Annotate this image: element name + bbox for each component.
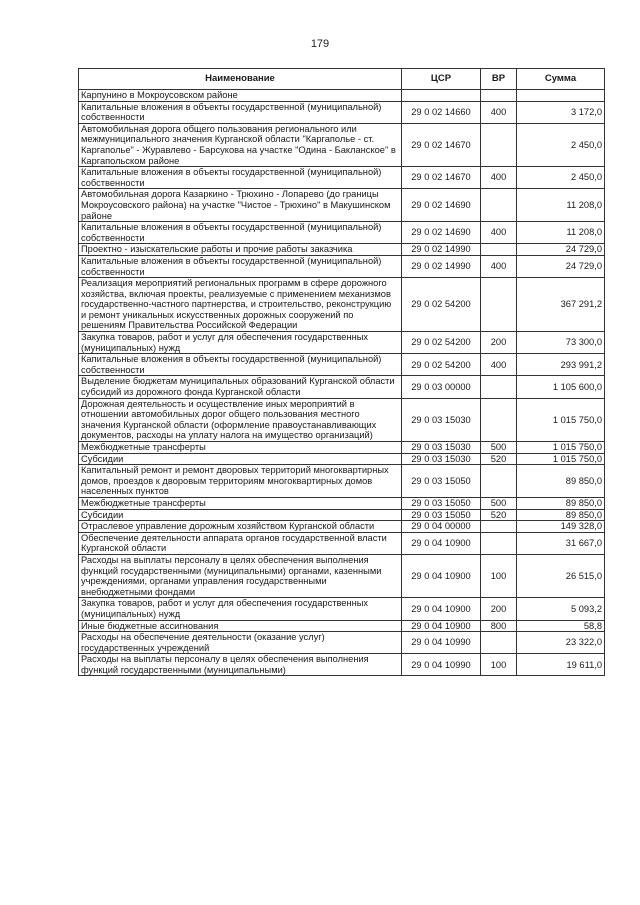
table-row	[79, 632, 605, 654]
cell-csr: 29 0 02 14660	[402, 101, 481, 123]
table-header-row	[79, 69, 605, 90]
cell-vr	[481, 278, 517, 332]
cell-name: Расходы на выплаты персоналу в целях обеспечения выполнения функций государственными (муниципальными)	[79, 654, 402, 676]
cell-vr: 400	[481, 101, 517, 123]
cell-sum: 19 611,0	[517, 654, 605, 676]
cell-name: Автомобильная дорога Казаркино - Трюхино - Лопарево (до границы Мокроусовского района) на участке "Чистое - Трюхино" в Макушинском районе	[79, 189, 402, 222]
table-row	[79, 90, 605, 102]
cell-csr: 29 0 04 10990	[402, 654, 481, 676]
cell-vr	[481, 244, 517, 256]
table-row	[79, 497, 605, 509]
table-row	[79, 332, 605, 354]
cell-sum	[517, 90, 605, 102]
cell-csr: 29 0 03 15030	[402, 453, 481, 465]
cell-name: Проектно - изыскательские работы и прочие работы заказчика	[79, 244, 402, 256]
cell-sum: 23 322,0	[517, 632, 605, 654]
cell-vr: 500	[481, 497, 517, 509]
cell-sum: 89 850,0	[517, 497, 605, 509]
cell-sum: 89 850,0	[517, 509, 605, 521]
cell-name: Реализация мероприятий региональных программ в сфере дорожного хозяйства, включая проекты, реализуемые с применением механизмов государственно-частного партнерства, и строительство, реконструкцию и ремонт уникальных искусственных дорожных сооружений по решениям Правительства Российской Федерации	[79, 278, 402, 332]
cell-name: Закупка товаров, работ и услуг для обеспечения государственных (муниципальных) нужд	[79, 332, 402, 354]
cell-csr: 29 0 02 14690	[402, 189, 481, 222]
cell-vr	[481, 123, 517, 166]
cell-vr: 520	[481, 509, 517, 521]
cell-csr: 29 0 04 10900	[402, 554, 481, 597]
cell-name: Капитальные вложения в объекты государственной (муниципальной) собственности	[79, 167, 402, 189]
cell-name: Капитальный ремонт и ремонт дворовых территорий многоквартирных домов, проездов к дворовым территориям многоквартирных домов населенных пунктов	[79, 465, 402, 498]
cell-vr	[481, 465, 517, 498]
cell-vr: 200	[481, 332, 517, 354]
cell-csr: 29 0 02 14670	[402, 167, 481, 189]
budget-table	[78, 68, 605, 676]
cell-csr: 29 0 04 10900	[402, 620, 481, 632]
cell-name: Капитальные вложения в объекты государственной (муниципальной) собственности	[79, 255, 402, 277]
table-row	[79, 278, 605, 332]
cell-vr	[481, 376, 517, 398]
cell-sum: 26 515,0	[517, 554, 605, 597]
cell-name: Расходы на обеспечение деятельности (оказание услуг) государственных учреждений	[79, 632, 402, 654]
cell-sum: 1 105 600,0	[517, 376, 605, 398]
cell-csr: 29 0 02 14670	[402, 123, 481, 166]
table-row	[79, 123, 605, 166]
cell-csr: 29 0 03 15030	[402, 442, 481, 454]
cell-csr: 29 0 02 14690	[402, 222, 481, 244]
cell-name: Капитальные вложения в объекты государственной (муниципальной) собственности	[79, 222, 402, 244]
table-row	[79, 598, 605, 620]
cell-name: Капитальные вложения в объекты государственной (муниципальной) собственности	[79, 354, 402, 376]
column-header-sum: Сумма	[517, 69, 605, 90]
cell-csr: 29 0 02 54200	[402, 354, 481, 376]
cell-name: Дорожная деятельность и осуществление иных мероприятий в отношении автомобильных дорог общего пользования местного значения Курганской области (оформление правоустанавливающих документов, расходы на уплату налога на имущество организаций)	[79, 398, 402, 441]
cell-sum: 149 328,0	[517, 521, 605, 533]
cell-name: Карпунино в Мокроусовском районе	[79, 90, 402, 102]
cell-name: Субсидии	[79, 509, 402, 521]
cell-vr: 520	[481, 453, 517, 465]
cell-vr	[481, 90, 517, 102]
table-row	[79, 620, 605, 632]
table-row	[79, 101, 605, 123]
cell-vr: 100	[481, 554, 517, 597]
cell-sum: 11 208,0	[517, 189, 605, 222]
table-row	[79, 222, 605, 244]
column-header-csr: ЦСР	[402, 69, 481, 90]
table-row	[79, 453, 605, 465]
cell-sum: 11 208,0	[517, 222, 605, 244]
table-row	[79, 465, 605, 498]
cell-sum: 1 015 750,0	[517, 453, 605, 465]
cell-vr: 400	[481, 222, 517, 244]
cell-name: Закупка товаров, работ и услуг для обеспечения государственных (муниципальных) нужд	[79, 598, 402, 620]
table-row	[79, 532, 605, 554]
cell-sum: 24 729,0	[517, 244, 605, 256]
cell-sum: 24 729,0	[517, 255, 605, 277]
cell-csr: 29 0 02 54200	[402, 332, 481, 354]
cell-name: Межбюджетные трансферты	[79, 442, 402, 454]
cell-name: Автомобильная дорога общего пользования регионального или межмуниципального значения Курганской области "Каргаполье - ст. Каргаполье" - Журавлево - Барсукова на участке "Одина - Бакланское" в Каргапольском районе	[79, 123, 402, 166]
cell-vr: 500	[481, 442, 517, 454]
cell-vr: 800	[481, 620, 517, 632]
table-row	[79, 509, 605, 521]
cell-sum: 3 172,0	[517, 101, 605, 123]
cell-sum: 1 015 750,0	[517, 442, 605, 454]
cell-vr: 400	[481, 354, 517, 376]
cell-vr: 200	[481, 598, 517, 620]
table-row	[79, 654, 605, 676]
table-row	[79, 167, 605, 189]
cell-vr	[481, 521, 517, 533]
cell-sum: 2 450,0	[517, 123, 605, 166]
cell-csr: 29 0 02 14990	[402, 255, 481, 277]
cell-vr	[481, 532, 517, 554]
table-row	[79, 398, 605, 441]
cell-sum: 2 450,0	[517, 167, 605, 189]
cell-name: Капитальные вложения в объекты государственной (муниципальной) собственности	[79, 101, 402, 123]
table-body	[79, 90, 605, 676]
cell-csr: 29 0 02 54200	[402, 278, 481, 332]
cell-vr	[481, 632, 517, 654]
cell-vr	[481, 398, 517, 441]
cell-vr: 400	[481, 167, 517, 189]
cell-name: Расходы на выплаты персоналу в целях обеспечения выполнения функций государственными (муниципальными) органами, казенными учреждениями, органами управления государственными внебюджетными фондами	[79, 554, 402, 597]
column-header-name: Наименование	[79, 69, 402, 90]
cell-csr: 29 0 02 14990	[402, 244, 481, 256]
cell-sum: 5 093,2	[517, 598, 605, 620]
table-row	[79, 554, 605, 597]
cell-vr	[481, 189, 517, 222]
cell-csr: 29 0 03 15050	[402, 497, 481, 509]
cell-csr: 29 0 04 10900	[402, 532, 481, 554]
cell-name: Обеспечение деятельности аппарата органов государственной власти Курганской области	[79, 532, 402, 554]
cell-name: Субсидии	[79, 453, 402, 465]
cell-sum: 89 850,0	[517, 465, 605, 498]
cell-csr: 29 0 03 00000	[402, 376, 481, 398]
table-row	[79, 244, 605, 256]
column-header-vr: ВР	[481, 69, 517, 90]
cell-csr: 29 0 04 10990	[402, 632, 481, 654]
table-row	[79, 189, 605, 222]
table-row	[79, 354, 605, 376]
page-number: 179	[310, 38, 330, 50]
table-row	[79, 521, 605, 533]
cell-csr: 29 0 03 15050	[402, 465, 481, 498]
cell-sum: 31 667,0	[517, 532, 605, 554]
table-row	[79, 442, 605, 454]
cell-csr: 29 0 03 15030	[402, 398, 481, 441]
cell-csr	[402, 90, 481, 102]
cell-name: Межбюджетные трансферты	[79, 497, 402, 509]
cell-sum: 1 015 750,0	[517, 398, 605, 441]
cell-csr: 29 0 03 15050	[402, 509, 481, 521]
cell-sum: 293 991,2	[517, 354, 605, 376]
cell-name: Выделение бюджетам муниципальных образований Курганской области субсидий из дорожного фонда Курганской области	[79, 376, 402, 398]
cell-vr: 100	[481, 654, 517, 676]
cell-vr: 400	[481, 255, 517, 277]
table-row	[79, 376, 605, 398]
cell-sum: 73 300,0	[517, 332, 605, 354]
table-row	[79, 255, 605, 277]
cell-csr: 29 0 04 00000	[402, 521, 481, 533]
cell-sum: 58,8	[517, 620, 605, 632]
cell-csr: 29 0 04 10900	[402, 598, 481, 620]
cell-name: Отраслевое управление дорожным хозяйством Курганской области	[79, 521, 402, 533]
cell-sum: 367 291,2	[517, 278, 605, 332]
cell-name: Иные бюджетные ассигнования	[79, 620, 402, 632]
